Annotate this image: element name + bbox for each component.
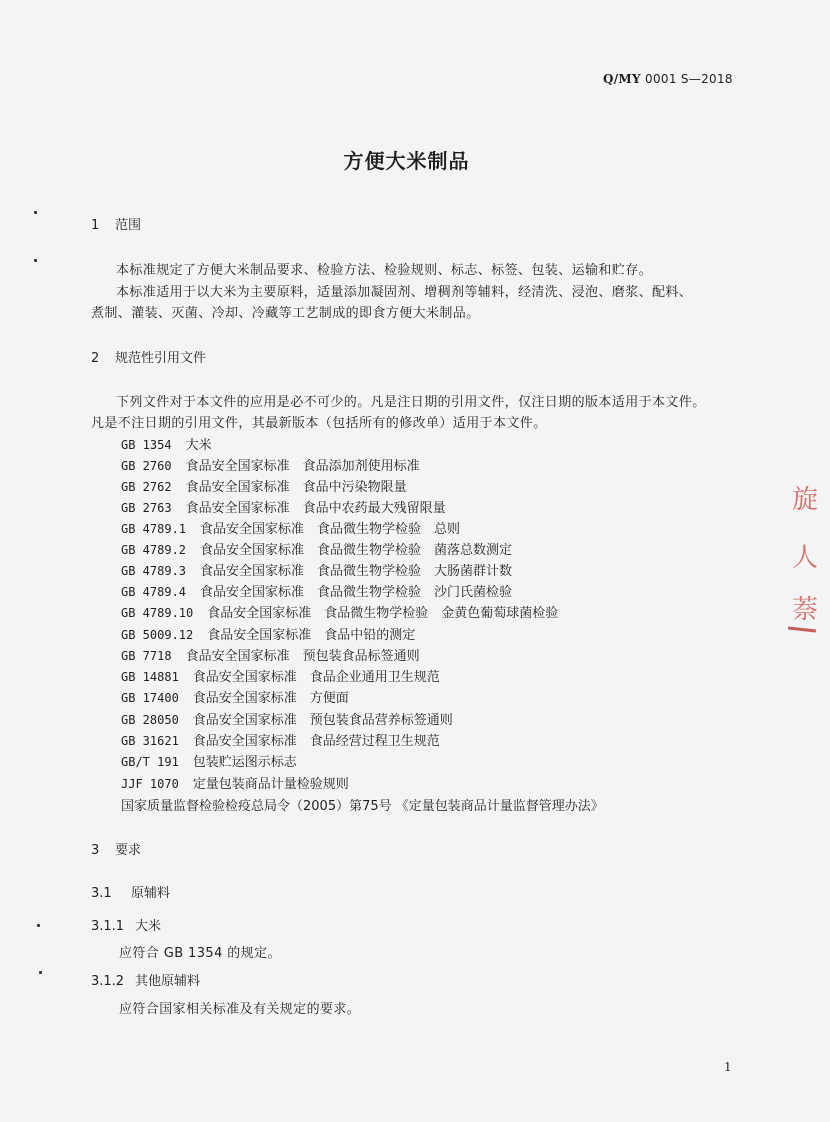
- reference-item: [121, 455, 420, 474]
- reference-code: GB 28050: [121, 713, 179, 727]
- reference-code: GB 1354: [121, 438, 172, 452]
- reference-code: JJF 1070: [121, 777, 179, 791]
- reference-code: GB 4789.2: [121, 543, 187, 557]
- svg-text:人: 人: [792, 543, 819, 573]
- reference-item: [121, 560, 512, 579]
- reference-title: 食品安全国家标准 食品中污染物限量: [185, 480, 407, 495]
- section-number: 1: [91, 218, 100, 233]
- section-number: 3: [91, 843, 100, 858]
- section-3-1-2-text: 应符合国家相关标准及有关规定的要求。: [119, 1002, 361, 1017]
- section-title: 其他原辅料: [135, 974, 201, 989]
- reference-title: 食品安全国家标准 食品添加剂使用标准: [185, 459, 420, 474]
- reference-code: GB 5009.12: [121, 628, 194, 642]
- reference-item: [121, 751, 297, 770]
- section-3-1-1-heading: [91, 915, 161, 934]
- reference-title: 食品安全国家标准 食品微生物学检验 菌落总数测定: [200, 543, 513, 558]
- reference-title: 食品安全国家标准 食品中农药最大残留限量: [185, 501, 446, 516]
- reference-item: [121, 709, 453, 728]
- scan-speck: [34, 211, 37, 214]
- scope-paragraph-2-line-1: 本标准适用于以大米为主要原料，适量添加凝固剂、增稠剂等辅料，经清洗、浸泡、磨浆、配料、: [116, 285, 693, 300]
- reference-item: [121, 602, 558, 621]
- reference-code: GB 2763: [121, 501, 172, 515]
- reference-item: [121, 581, 512, 600]
- reference-item: [121, 434, 212, 453]
- reference-code: GB 4789.10: [121, 606, 194, 620]
- section-title: 原辅料: [131, 886, 171, 901]
- section-title: 大米: [135, 919, 162, 934]
- reference-item: [121, 497, 446, 516]
- reference-title: 食品安全国家标准 预包装食品标签通则: [185, 649, 420, 664]
- section-2-heading: [91, 347, 206, 366]
- reference-item: [121, 476, 407, 495]
- reference-item: [121, 645, 420, 664]
- section-title: 规范性引用文件: [115, 351, 207, 366]
- seal-stamp-fragment: [790, 470, 830, 640]
- svg-text:旋: 旋: [792, 485, 819, 515]
- reference-code: GB 4789.4: [121, 585, 187, 599]
- section-title: 要求: [115, 843, 142, 858]
- section-3-1-2-heading: [91, 970, 200, 989]
- reference-title: 食品安全国家标准 食品经营过程卫生规范: [192, 734, 440, 749]
- reference-code: GB 2762: [121, 480, 172, 494]
- reference-code: GB 17400: [121, 691, 179, 705]
- section-3-1-1-text: 应符合 GB 1354 的规定。: [119, 946, 281, 961]
- svg-text:萘: 萘: [792, 595, 819, 625]
- doc-code: Q/MY: [603, 72, 641, 86]
- reference-title: 食品安全国家标准 方便面: [192, 691, 349, 706]
- reference-title: 大米: [185, 438, 212, 453]
- section-number: 3.1: [91, 886, 112, 901]
- reference-item: [121, 624, 415, 643]
- scope-paragraph-1: 本标准规定了方便大米制品要求、检验方法、检验规则、标志、标签、包装、运输和贮存。: [116, 263, 653, 278]
- section-3-heading: [91, 839, 141, 858]
- reference-item: [121, 539, 512, 558]
- reference-item: [121, 518, 460, 537]
- reference-title: 包装贮运图示标志: [192, 755, 297, 770]
- reference-item: [121, 795, 604, 814]
- section-number: 3.1.2: [91, 974, 125, 989]
- reference-code: GB 2760: [121, 459, 172, 473]
- reference-item: [121, 687, 349, 706]
- reference-title: 食品安全国家标准 食品企业通用卫生规范: [192, 670, 440, 685]
- seal-stamp-icon: [790, 470, 819, 640]
- reference-title: 食品安全国家标准 预包装食品营养标签通则: [192, 713, 453, 728]
- doc-number-rest: 0001 S—2018: [645, 72, 733, 86]
- document-number: [603, 72, 733, 86]
- reference-code: GB 4789.1: [121, 522, 187, 536]
- reference-code: GB 31621: [121, 734, 179, 748]
- page-title: 方便大米制品: [343, 149, 470, 173]
- references-intro-line-2: 凡是不注日期的引用文件，其最新版本（包括所有的修改单）适用于本文件。: [91, 416, 547, 431]
- reference-title: 食品安全国家标准 食品微生物学检验 大肠菌群计数: [200, 564, 513, 579]
- reference-title: 食品安全国家标准 食品微生物学检验 沙门氏菌检验: [200, 585, 513, 600]
- reference-title: 食品安全国家标准 食品微生物学检验 总则: [200, 522, 461, 537]
- reference-item: [121, 730, 440, 749]
- reference-item: [121, 666, 440, 685]
- page-number: 1: [724, 1060, 732, 1074]
- scan-speck: [34, 259, 37, 262]
- section-title: 范围: [115, 218, 142, 233]
- section-1-heading: [91, 214, 141, 233]
- scan-speck: [37, 924, 40, 927]
- section-number: 2: [91, 351, 100, 366]
- scope-paragraph-2-line-2: 煮制、灌装、灭菌、冷却、冷藏等工艺制成的即食方便大米制品。: [91, 306, 480, 321]
- reference-code: GB/T 191: [121, 755, 179, 769]
- reference-code: GB 4789.3: [121, 564, 187, 578]
- reference-title: 国家质量监督检验检疫总局令（2005）第75号 《定量包装商品计量监督管理办法》: [121, 799, 604, 814]
- scan-speck: [39, 971, 42, 974]
- reference-title: 食品安全国家标准 食品中铅的测定: [207, 628, 416, 643]
- section-3-1-heading: [91, 882, 170, 901]
- reference-title: 定量包装商品计量检验规则: [192, 777, 349, 792]
- reference-title: 食品安全国家标准 食品微生物学检验 金黄色葡萄球菌检验: [207, 606, 559, 621]
- reference-code: GB 7718: [121, 649, 172, 663]
- reference-code: GB 14881: [121, 670, 179, 684]
- section-number: 3.1.1: [91, 919, 125, 934]
- reference-item: [121, 773, 349, 792]
- references-intro-line-1: 下列文件对于本文件的应用是必不可少的。凡是注日期的引用文件，仅注日期的版本适用于本文件。: [116, 395, 706, 410]
